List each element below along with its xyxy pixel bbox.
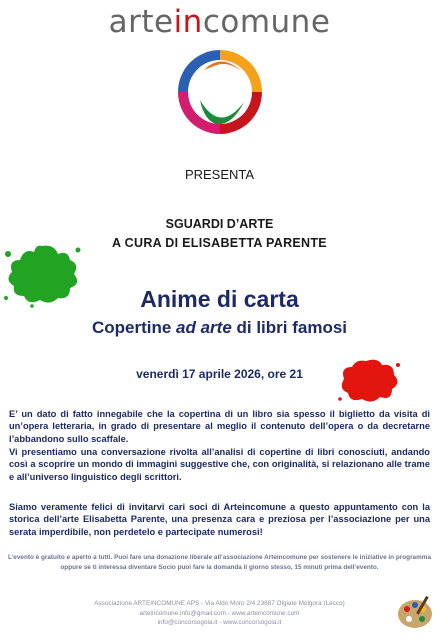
paragraph-intro: E’ un dato di fatto innegabile che la copertina di un libro sia spesso il biglietto da visita di un’opera letteraria, in grado di presentare al meglio il contenuto dell’opera o da decretarne l’abbandono sullo scaffale.: [9, 409, 430, 444]
footer-email: arteincomune.info@gmail.com - www.arteincomune.com: [139, 609, 300, 617]
footer-address: Associazione ARTEINCOMUNE APS - Via Aldo Moro 2/4 23887 Olgiate Molgora (Lecco): [94, 600, 345, 607]
logo-emblem: [170, 42, 270, 142]
logo-text: [0, 4, 439, 40]
paragraph-description: Vi presentiamo una conversazione rivolta all’analisi di copertine di libri conosciuti, andando così a scoprire un mondo di immagini suggestive che, con originalità, si relazionano alle trame e all’universo linguistico degli scrittori.: [9, 447, 430, 482]
subtitle-post: di libri famosi: [231, 318, 348, 337]
logo-part-comune: comune: [202, 4, 331, 40]
event-title: Anime di carta: [140, 286, 299, 312]
event-note: L’evento è gratuito e aperto a tutti. Puoi fare una donazione liberale all’associazione Arteincomune per sostenere le iniziative in programma oppure se ti interessa diventare Socio puoi fare la domanda il giorno stesso, 15 minuti prima dell’evento.: [7, 554, 432, 571]
red-splat-icon: [336, 355, 402, 405]
footer-contest: info@concorsogola.it - www.concorsogola.it: [157, 619, 282, 626]
event-date: venerdì 17 aprile 2026, ore 21: [136, 367, 303, 381]
palette-icon: [395, 595, 435, 631]
footer: [0, 599, 439, 628]
logo-part-arte: arte: [108, 4, 174, 40]
series-title: SGUARDI D’ARTE: [165, 217, 274, 231]
logo-part-in: in: [173, 4, 203, 40]
curator-line: A CURA DI ELISABETTA PARENTE: [112, 236, 327, 250]
event-subtitle: [0, 318, 439, 338]
subtitle-italic: ad arte: [176, 318, 232, 337]
subtitle-pre: Copertine: [91, 318, 177, 337]
paragraph-invitation: Siamo veramente felici di invitarvi cari soci di Arteincomune a questo appuntamento con la storica dell’arte Elisabetta Parente, una presenza cara e preziosa per l’associazione per una serata imperdibile, non perdetelo e partecipate numerosi!: [9, 502, 430, 537]
presenta-label: PRESENTA: [184, 167, 255, 182]
